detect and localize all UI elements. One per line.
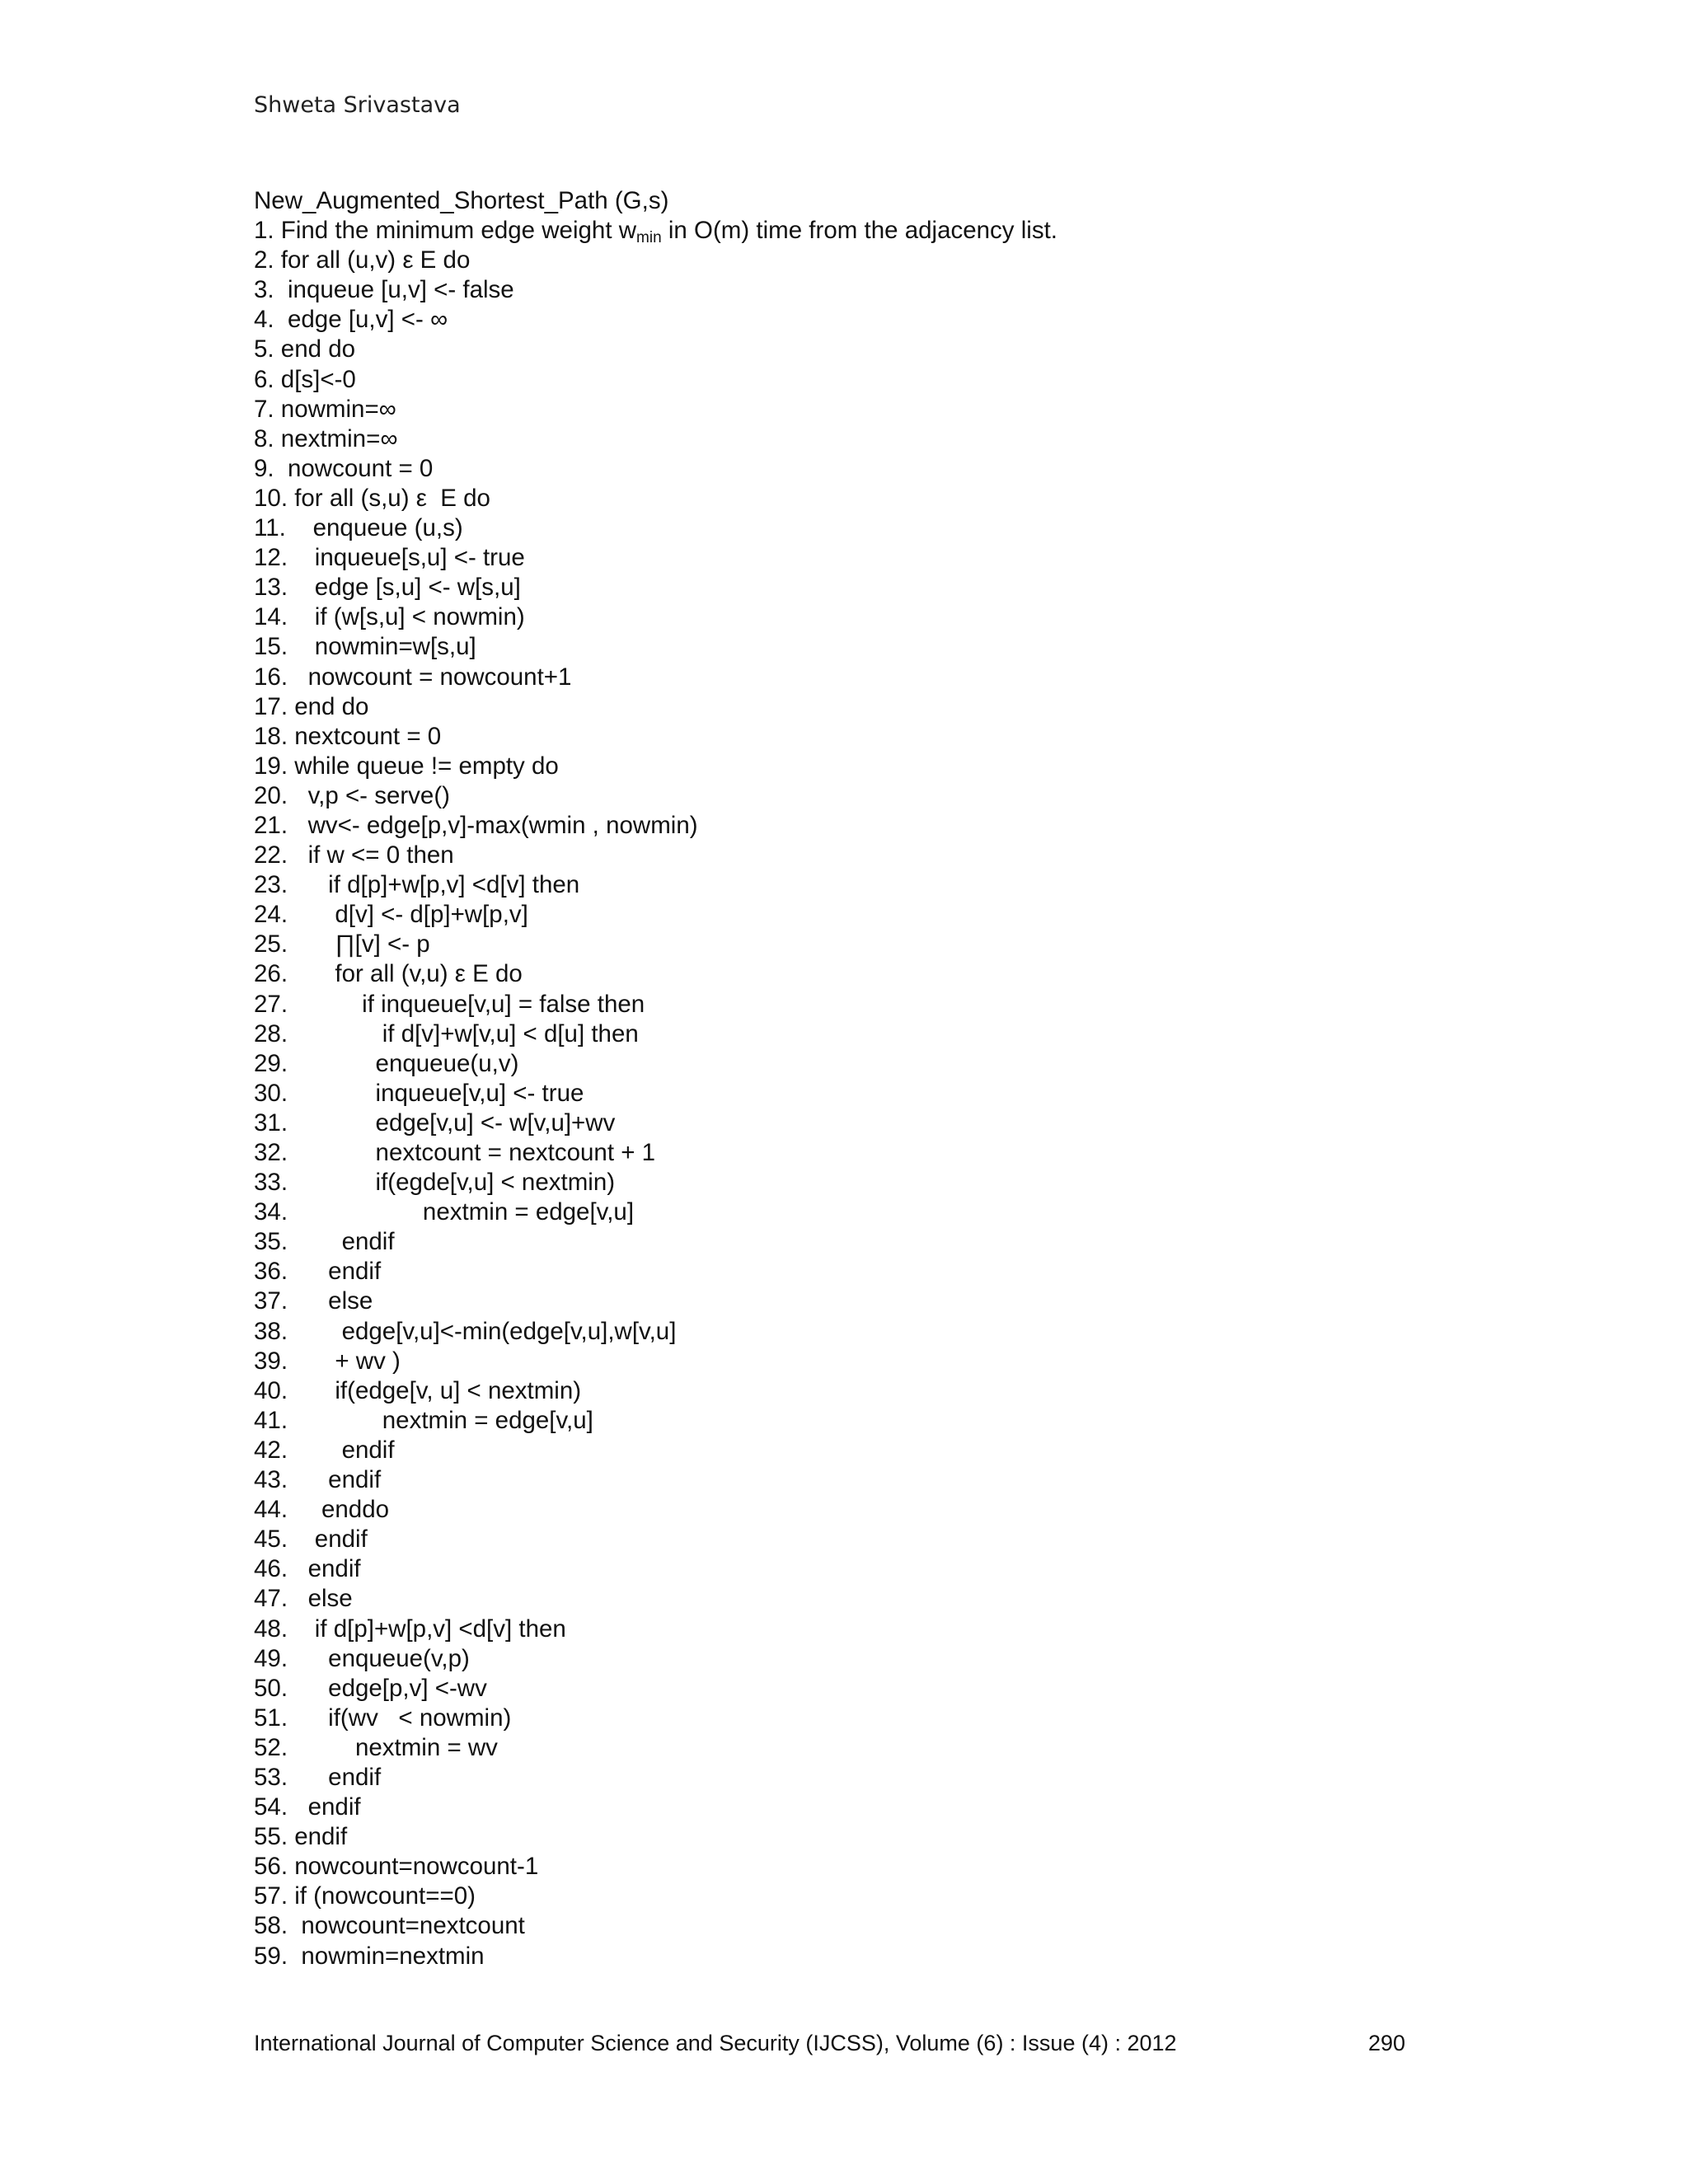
algorithm-line: 40. if(edge[v, u] < nextmin) bbox=[254, 1376, 582, 1404]
algorithm-line: 32. nextcount = nextcount + 1 bbox=[254, 1139, 656, 1166]
algorithm-line: 58. nowcount=nextcount bbox=[254, 1912, 525, 1940]
algorithm-line-1 bbox=[254, 216, 1449, 246]
algorithm-line: 35. endif bbox=[254, 1228, 395, 1256]
footer-journal-citation: International Journal of Computer Science and Security (IJCSS), Volume (6) : Issue (4) : 2012 bbox=[254, 2031, 1177, 2055]
algorithm-line: 29. enqueue(u,v) bbox=[254, 1049, 519, 1077]
algorithm-line: 47. else bbox=[254, 1585, 353, 1613]
algorithm-line: 18. nextcount = 0 bbox=[254, 722, 442, 750]
algorithm-line: 8. nextmin=∞ bbox=[254, 424, 398, 452]
algorithm-line: 23. if d[p]+w[p,v] <d[v] then bbox=[254, 871, 580, 899]
algorithm-line: 51. if(wv < nowmin) bbox=[254, 1704, 512, 1732]
algorithm-line: 4. edge [u,v] <- ∞ bbox=[254, 306, 448, 334]
algorithm-line: 43. endif bbox=[254, 1466, 382, 1494]
algorithm-line: 27. if inqueue[v,u] = false then bbox=[254, 990, 645, 1018]
line-1-text-before: 1. Find the minimum edge weight w bbox=[254, 217, 637, 245]
algorithm-line: 15. nowmin=w[s,u] bbox=[254, 633, 476, 661]
algorithm-lines bbox=[254, 246, 1449, 1971]
algorithm-line: 22. if w <= 0 then bbox=[254, 841, 454, 869]
algorithm-line: 31. edge[v,u] <- w[v,u]+wv bbox=[254, 1108, 616, 1137]
footer-page-number: 290 bbox=[1368, 2031, 1406, 2055]
algorithm-line: 19. while queue != empty do bbox=[254, 752, 559, 780]
algorithm-line: 7. nowmin=∞ bbox=[254, 395, 396, 423]
algorithm-title: New_Augmented_Shortest_Path (G,s) bbox=[254, 187, 669, 214]
algorithm-line: 11. enqueue (u,s) bbox=[254, 514, 463, 542]
algorithm-line: 10. for all (s,u) ε E do bbox=[254, 484, 490, 512]
algorithm-line: 48. if d[p]+w[p,v] <d[v] then bbox=[254, 1615, 566, 1643]
algorithm-line: 20. v,p <- serve() bbox=[254, 781, 450, 809]
algorithm-line: 33. if(egde[v,u] < nextmin) bbox=[254, 1169, 616, 1197]
algorithm-line: 50. edge[p,v] <-wv bbox=[254, 1674, 487, 1702]
wmin-subscript: min bbox=[636, 229, 662, 247]
algorithm-line: 55. endif bbox=[254, 1823, 348, 1851]
algorithm-line: 38. edge[v,u]<-min(edge[v,u],w[v,u] bbox=[254, 1317, 677, 1345]
algorithm-line: 21. wv<- edge[p,v]-max(wmin , nowmin) bbox=[254, 811, 698, 839]
algorithm-line: 56. nowcount=nowcount-1 bbox=[254, 1853, 539, 1881]
algorithm-line: 24. d[v] <- d[p]+w[p,v] bbox=[254, 901, 528, 929]
algorithm-line: 54. endif bbox=[254, 1793, 361, 1821]
line-1-text-after: in O(m) time from the adjacency list. bbox=[661, 217, 1057, 245]
algorithm-line: 41. nextmin = edge[v,u] bbox=[254, 1406, 593, 1434]
algorithm-line: 49. enqueue(v,p) bbox=[254, 1644, 470, 1672]
algorithm-line: 3. inqueue [u,v] <- false bbox=[254, 276, 514, 304]
algorithm-line: 46. endif bbox=[254, 1555, 361, 1583]
algorithm-line: 39. + wv ) bbox=[254, 1347, 401, 1375]
running-header-author: Shweta Srivastava bbox=[254, 92, 461, 118]
algorithm-line: 37. else bbox=[254, 1287, 373, 1315]
algorithm-line: 14. if (w[s,u] < nowmin) bbox=[254, 603, 525, 631]
algorithm-line: 12. inqueue[s,u] <- true bbox=[254, 544, 525, 572]
algorithm-line: 52. nextmin = wv bbox=[254, 1733, 498, 1761]
algorithm-line: 26. for all (v,u) ε E do bbox=[254, 960, 523, 988]
algorithm-line: 30. inqueue[v,u] <- true bbox=[254, 1079, 584, 1107]
algorithm-line: 34. nextmin = edge[v,u] bbox=[254, 1198, 635, 1226]
algorithm-line: 59. nowmin=nextmin bbox=[254, 1942, 485, 1970]
algorithm-line: 2. for all (u,v) ε E do bbox=[254, 246, 471, 274]
algorithm-line: 36. endif bbox=[254, 1258, 382, 1286]
algorithm-line: 6. d[s]<-0 bbox=[254, 365, 356, 393]
algorithm-block bbox=[254, 186, 1449, 1971]
algorithm-line: 44. enddo bbox=[254, 1496, 390, 1524]
algorithm-line: 13. edge [s,u] <- w[s,u] bbox=[254, 574, 521, 602]
algorithm-line: 53. endif bbox=[254, 1763, 382, 1791]
algorithm-line: 42. endif bbox=[254, 1436, 395, 1464]
algorithm-line: 16. nowcount = nowcount+1 bbox=[254, 663, 572, 691]
algorithm-line: 57. if (nowcount==0) bbox=[254, 1882, 476, 1910]
algorithm-line: 9. nowcount = 0 bbox=[254, 454, 434, 482]
algorithm-line: 5. end do bbox=[254, 335, 356, 363]
algorithm-line: 28. if d[v]+w[v,u] < d[u] then bbox=[254, 1019, 639, 1047]
algorithm-line: 25. ∏[v] <- p bbox=[254, 930, 430, 958]
algorithm-line: 17. end do bbox=[254, 692, 369, 720]
algorithm-line: 45. endif bbox=[254, 1526, 368, 1554]
